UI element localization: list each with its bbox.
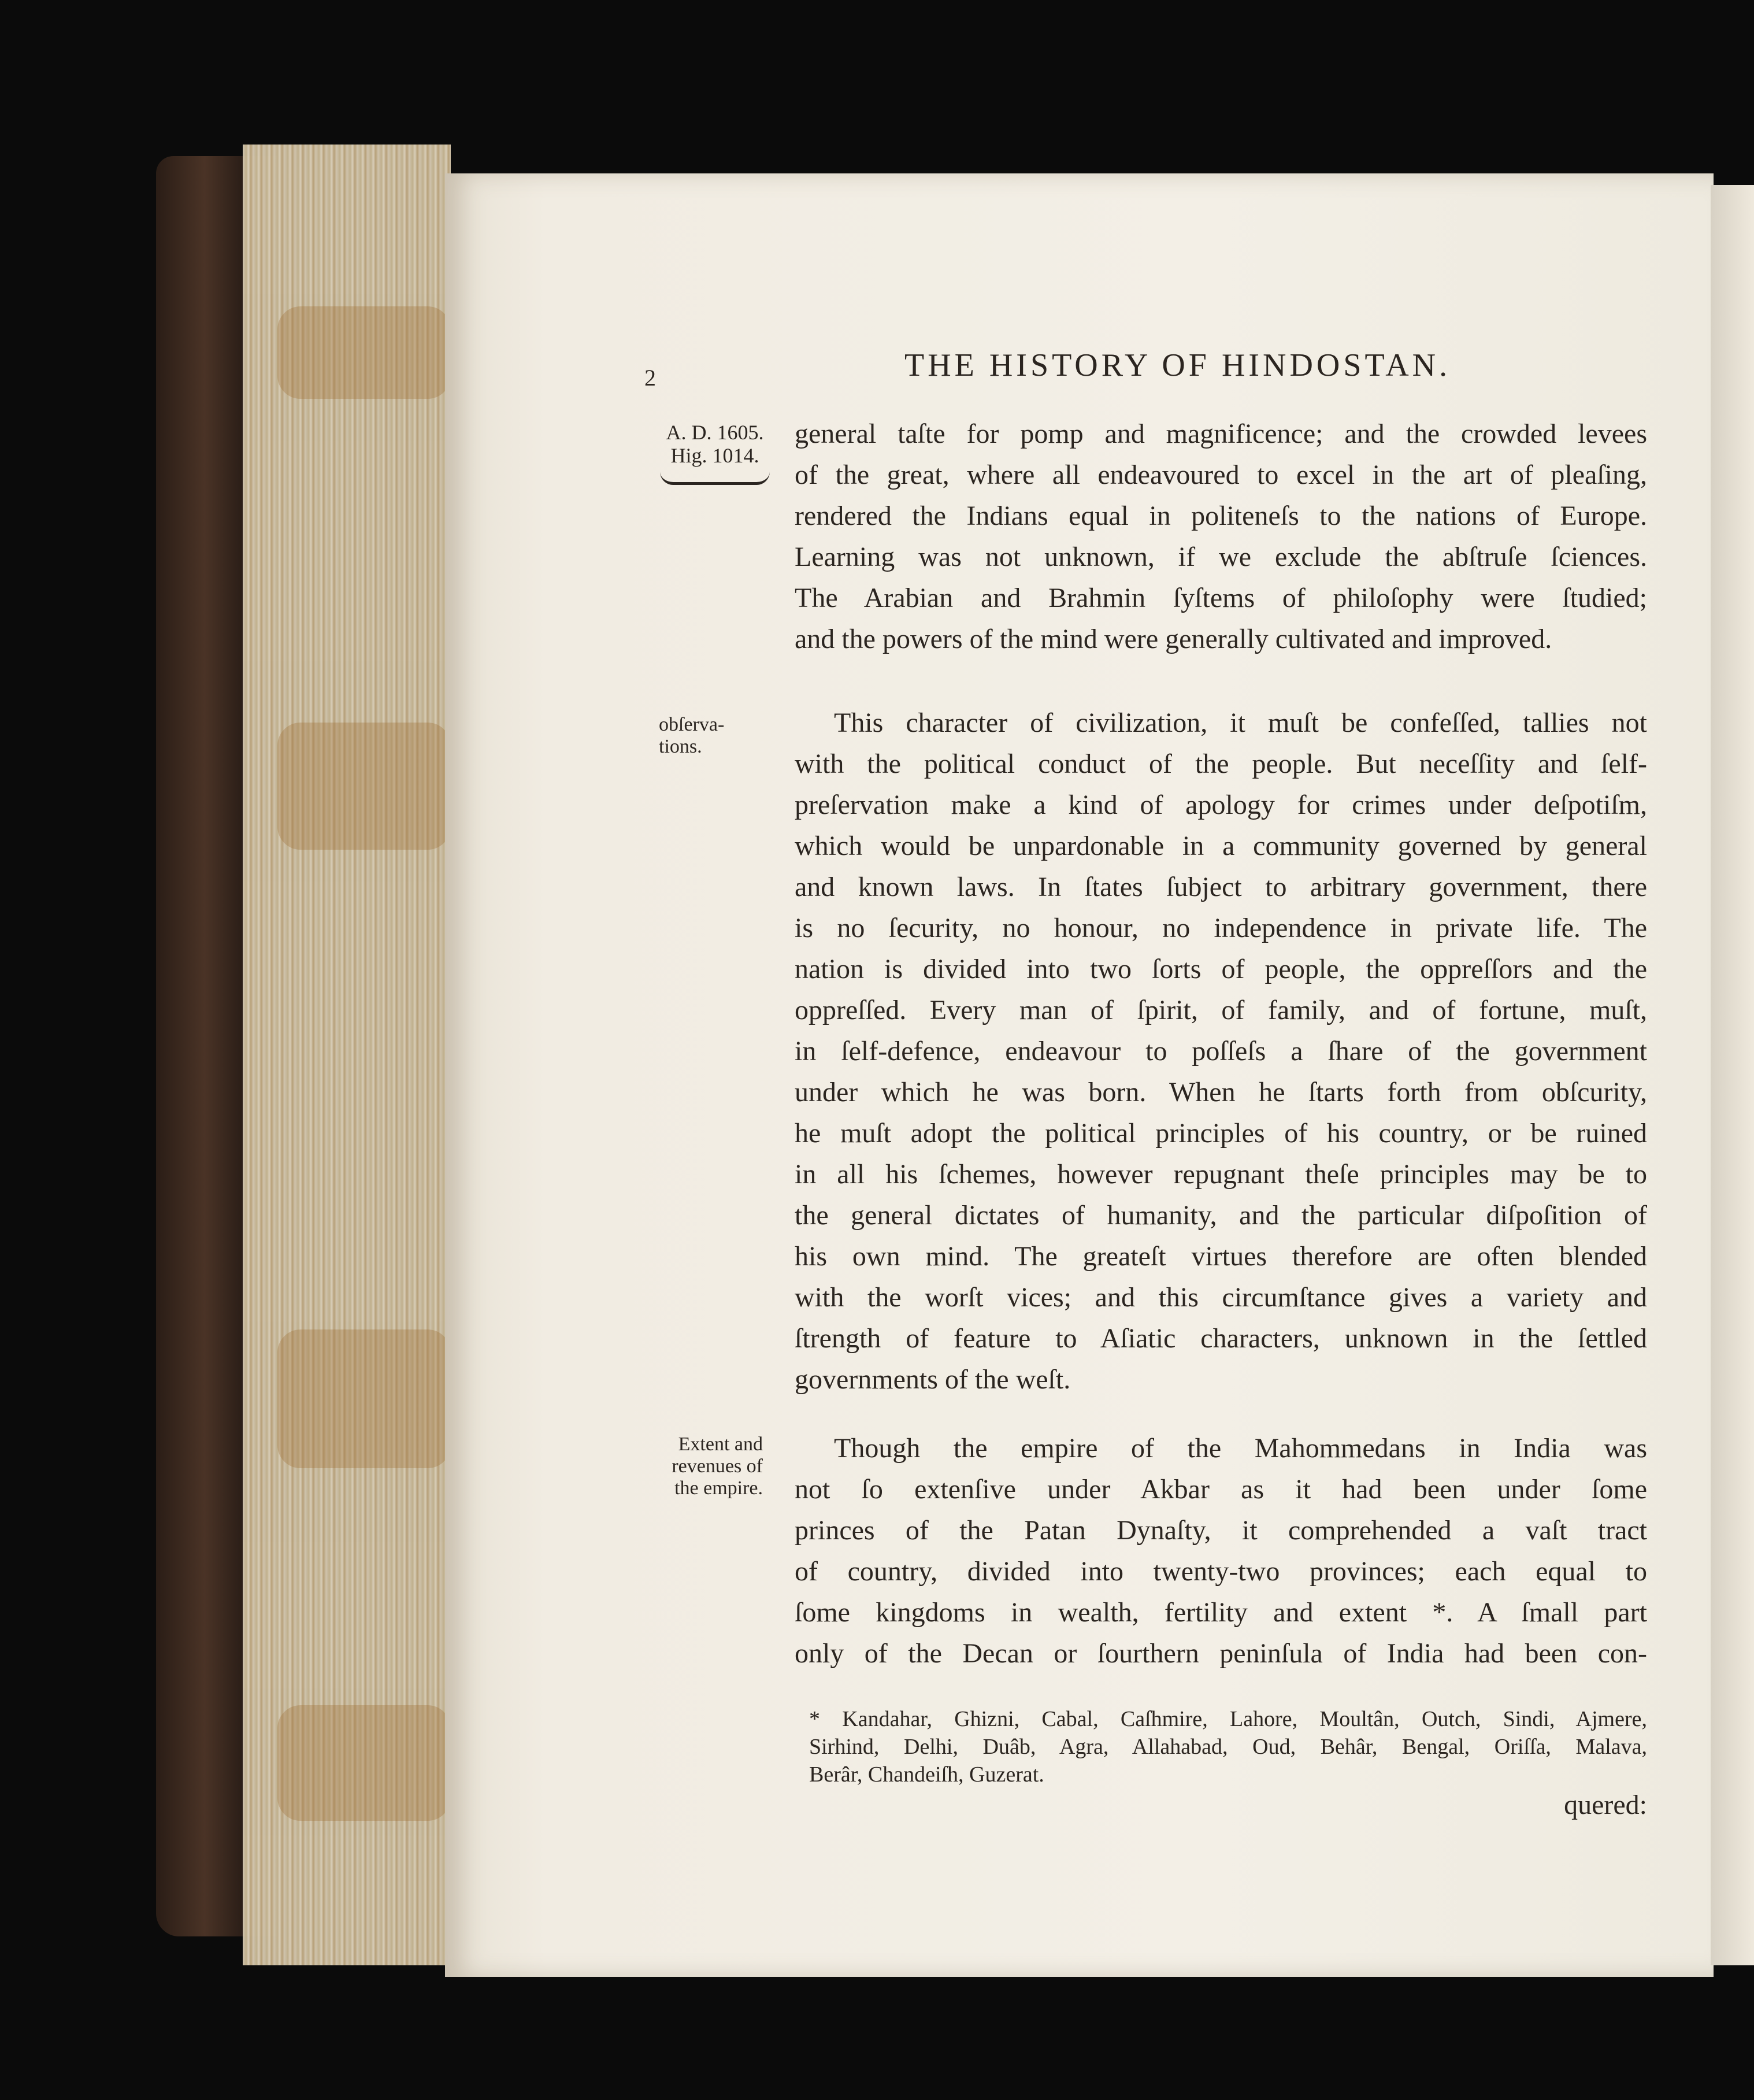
text-line: not ſo extenſive under Akbar as it had been under ſome: [795, 1474, 1647, 1505]
marginal-line: obſerva-: [659, 714, 725, 735]
text-line: in all his ſchemes, however repugnant theſe principles may be to: [795, 1159, 1647, 1190]
marginal-line: revenues of: [672, 1455, 763, 1477]
margin-date: [648, 421, 781, 485]
marginal-line: tions.: [659, 736, 702, 757]
text-line: under which he was born. When he ſtarts forth from obſcurity,: [795, 1077, 1647, 1108]
brace-mark: [660, 472, 770, 485]
footnote-line: Sirhind, Delhi, Duâb, Agra, Allahabad, Oud, Behâr, Bengal, Oriſſa, Malava,: [809, 1735, 1647, 1759]
text-line: the general dictates of humanity, and the particular diſpoſition of: [795, 1200, 1647, 1231]
text-line: rendered the Indians equal in politeneſs to the nations of Europe.: [795, 501, 1647, 531]
stain: [277, 1705, 451, 1821]
running-title: THE HISTORY OF HINDOSTAN.: [904, 347, 1451, 383]
stain: [277, 723, 451, 850]
paragraph-2: [795, 702, 1647, 1400]
stain: [277, 306, 451, 399]
text-line: only of the Decan or ſourthern peninſula of India had been con-: [795, 1638, 1647, 1669]
text-line: and the powers of the mind were generally cultivated and improved.: [795, 624, 1552, 654]
text-line: and known laws. In ſtates ſubject to arbitrary government, there: [795, 872, 1647, 902]
text-line: which would be unpardonable in a community governed by general: [795, 831, 1647, 861]
stain: [277, 1329, 451, 1468]
text-line: with the political conduct of the people. But neceſſity and ſelf-: [795, 749, 1647, 779]
text-line: of country, divided into twenty-two provinces; each equal to: [795, 1556, 1647, 1587]
marginal-line: Extent and: [678, 1434, 763, 1455]
marginal-note-extent: [653, 1434, 763, 1499]
text-line: of the great, where all endeavoured to excel in the art of pleaſing,: [795, 460, 1647, 490]
marginal-line: the empire.: [674, 1477, 763, 1499]
page-number: 2: [644, 365, 656, 391]
catchword: quered:: [1564, 1790, 1647, 1820]
text-line: nation is divided into two ſorts of people, the oppreſſors and the: [795, 954, 1647, 984]
date-hijri: Hig. 1014.: [670, 444, 759, 467]
text-line: princes of the Patan Dynaſty, it comprehended a vaſt tract: [795, 1515, 1647, 1546]
text-line: The Arabian and Brahmin ſyſtems of philoſophy were ſtudied;: [795, 583, 1647, 613]
text-line: Learning was not unknown, if we exclude the abſtruſe ſciences.: [795, 542, 1647, 572]
text-line: general taſte for pomp and magnificence; and the crowded levees: [795, 418, 1647, 449]
next-page-edge: [1711, 185, 1754, 1965]
text-line: ſome kingdoms in wealth, fertility and extent *. A ſmall part: [795, 1597, 1647, 1628]
page-edges: [243, 145, 451, 1965]
text-line: his own mind. The greateſt virtues therefore are often blended: [795, 1241, 1647, 1272]
marginal-note-observations: [659, 714, 774, 758]
text-line: Though the empire of the Mahommedans in India was: [834, 1433, 1647, 1464]
paragraph-3: [795, 1428, 1647, 1674]
text-line: with the worſt vices; and this circumſtance gives a variety and: [795, 1282, 1647, 1313]
text-line: in ſelf-defence, endeavour to poſſeſs a ſhare of the government: [795, 1036, 1647, 1066]
text-line: This character of civilization, it muſt be confeſſed, tallies not: [834, 708, 1647, 738]
footnote: [809, 1705, 1647, 1788]
paragraph-1: [795, 413, 1647, 660]
text-line: ſtrength of feature to Aſiatic characters, unknown in the ſettled: [795, 1323, 1647, 1354]
text-line: oppreſſed. Every man of ſpirit, of family, and of fortune, muſt,: [795, 995, 1647, 1025]
text-line: he muſt adopt the political principles of his country, or be ruined: [795, 1118, 1647, 1149]
footnote-line: * Kandahar, Ghizni, Cabal, Caſhmire, Lahore, Moultân, Outch, Sindi, Ajmere,: [809, 1707, 1647, 1731]
date-ad: A. D. 1605.: [666, 421, 764, 444]
text-line: preſervation make a kind of apology for crimes under deſpotiſm,: [795, 790, 1647, 820]
text-line: governments of the weſt.: [795, 1364, 1071, 1395]
text-line: is no ſecurity, no honour, no independence in private life. The: [795, 913, 1647, 943]
footnote-line: Berâr, Chandeiſh, Guzerat.: [809, 1762, 1044, 1787]
